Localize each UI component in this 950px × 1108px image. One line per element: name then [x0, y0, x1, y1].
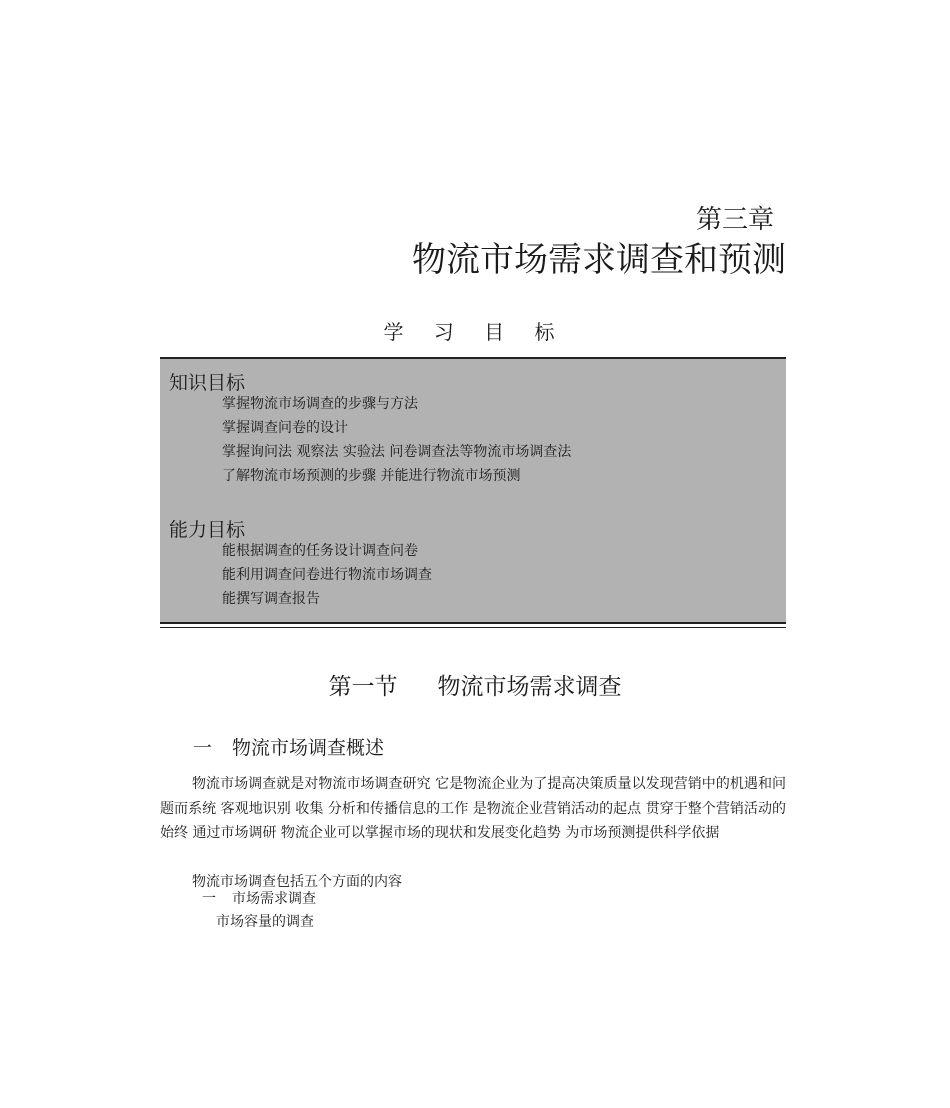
objectives-box — [160, 357, 786, 624]
knowledge-objective-item: 了解物流市场预测的步骤 并能进行物流市场预测 — [222, 468, 521, 484]
knowledge-objective-item: 掌握物流市场调查的步骤与方法 — [222, 396, 418, 412]
knowledge-objective-item: 掌握询问法 观察法 实验法 问卷调查法等物流市场调查法 — [222, 444, 572, 460]
list-item — [202, 888, 316, 908]
content-intro: 物流市场调查包括五个方面的内容 — [192, 874, 402, 890]
list-item-title: 市场需求调查 — [232, 891, 316, 907]
ability-objective-item: 能利用调查问卷进行物流市场调查 — [222, 567, 432, 583]
chapter-title: 物流市场需求调查和预测 — [412, 240, 786, 280]
list-subitem: 市场容量的调查 — [216, 914, 314, 930]
section-heading — [0, 668, 950, 701]
objectives-heading: 学 习 目 标 — [383, 320, 567, 344]
subsection-heading — [193, 733, 384, 760]
chapter-label: 第三章 — [695, 205, 774, 235]
section-number: 第一节 — [328, 674, 398, 700]
subsection-number: 一 — [193, 737, 213, 759]
knowledge-objectives-list — [222, 392, 571, 488]
knowledge-objectives-heading: 知识目标 — [169, 372, 246, 394]
ability-objectives-heading: 能力目标 — [169, 519, 246, 541]
body-paragraph: 物流市场调查就是对物流市场调查研究 它是物流企业为了提高决策质量以发现营销中的机遇和问题而系统 客观地识别 收集 分析和传播信息的工作 是物流企业营销活动的起点 贯穿于整个营销活动的始终 通过市场调研 物流企业可以掌握市场的现状和发展变化趋势 为市场预测提供科学依据 — [160, 776, 786, 841]
section-title: 物流市场需求调查 — [437, 674, 622, 700]
ability-objectives-list — [222, 539, 432, 611]
ability-objective-item: 能撰写调查报告 — [222, 591, 320, 607]
ability-objective-item: 能根据调查的任务设计调查问卷 — [222, 543, 418, 559]
list-item-number: 一 — [202, 891, 216, 907]
subsection-title: 物流市场调查概述 — [232, 737, 385, 759]
knowledge-objective-item: 掌握调查问卷的设计 — [222, 420, 348, 436]
